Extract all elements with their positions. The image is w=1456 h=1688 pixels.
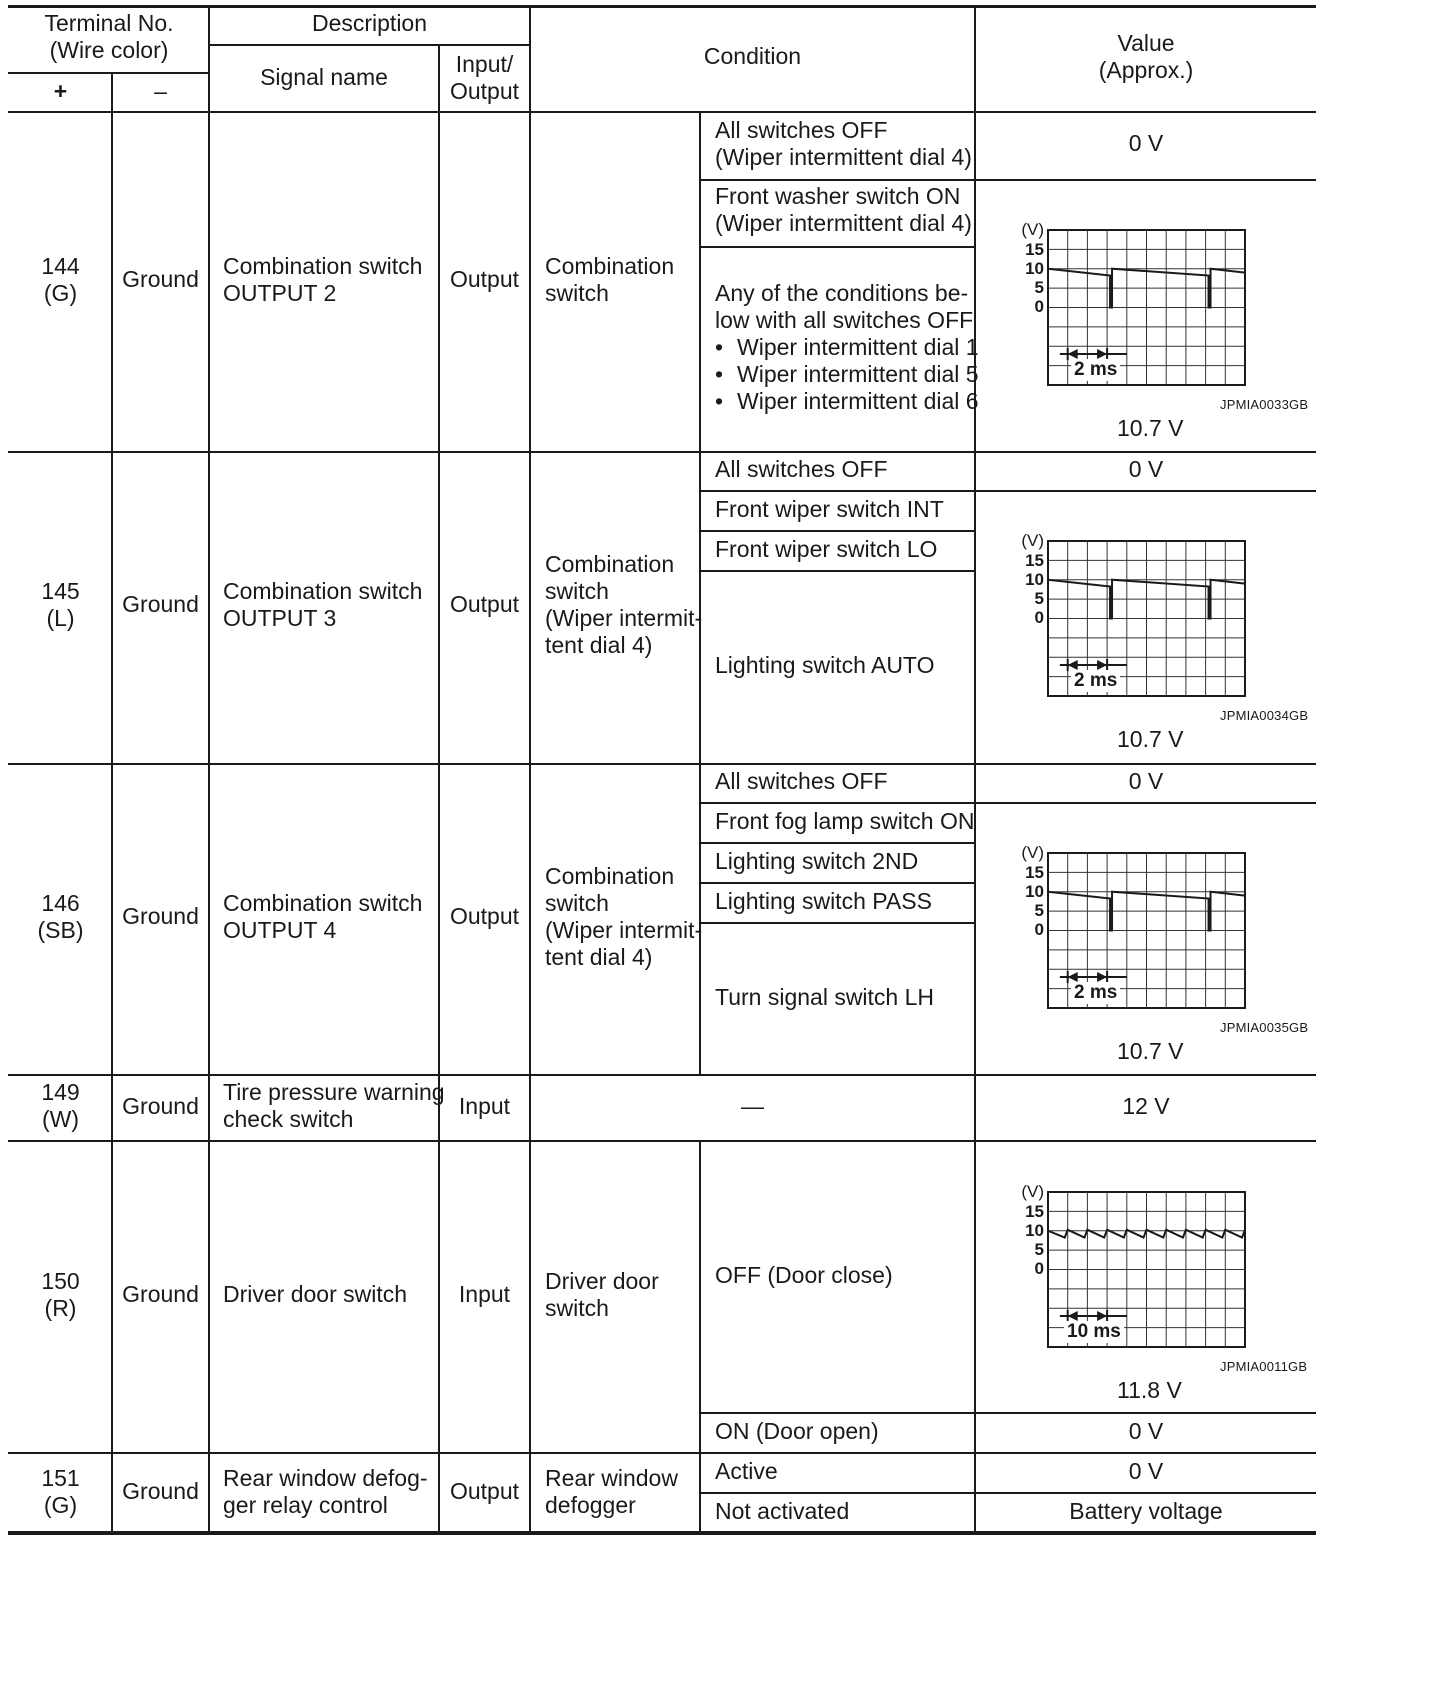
row-line <box>8 763 1316 765</box>
signal-name-line2: OUTPUT 4 <box>223 917 337 943</box>
input-output: Output <box>449 591 520 617</box>
condition-main-line2: switch <box>545 890 609 916</box>
row-line <box>700 922 975 924</box>
header-divider-terminal <box>8 72 209 74</box>
oscilloscope-waveform <box>1010 529 1310 752</box>
terminal-number: 146 <box>41 890 80 916</box>
condition-sub: Any of the conditions be- <box>715 280 969 306</box>
signal-name-line2: ger relay control <box>223 1492 388 1518</box>
header-signal-name: Signal name <box>260 64 388 90</box>
header-input-output-2: Output <box>449 78 520 104</box>
signal-name: Combination switch <box>223 890 423 916</box>
y-tick-label: 0 <box>1034 297 1044 316</box>
time-division-label: 2 ms <box>1071 359 1120 381</box>
condition-main: Combination <box>545 253 675 279</box>
y-tick-label: 0 <box>1034 608 1044 627</box>
col-line <box>208 5 210 1533</box>
signal-name: Combination switch <box>223 253 423 279</box>
value: 12 V <box>1122 1093 1170 1119</box>
condition-sub: Lighting switch 2ND <box>715 848 919 874</box>
condition-main-line3: (Wiper intermit- <box>545 605 703 631</box>
condition-sub: Lighting switch PASS <box>715 888 932 914</box>
row-line <box>700 882 975 884</box>
y-axis-unit: (V) <box>1021 531 1044 550</box>
wire-color: (G) <box>43 280 78 306</box>
time-division-label: 2 ms <box>1071 982 1120 1004</box>
condition-main: Combination <box>545 551 675 577</box>
condition-main-line4: tent dial 4) <box>545 632 653 658</box>
header-condition: Condition <box>703 43 802 69</box>
oscilloscope-waveform <box>1010 841 1310 1064</box>
ground-terminal: Ground <box>122 1093 199 1119</box>
condition-main: Driver door <box>545 1268 659 1294</box>
header-minus: – <box>154 78 167 104</box>
row-line <box>700 802 1316 804</box>
oscilloscope-waveform <box>1010 218 1310 441</box>
header-description: Description <box>311 10 428 36</box>
header-value-approx: (Approx.) <box>1098 57 1194 83</box>
value: 0 V <box>1128 1458 1164 1484</box>
condition-main-line2: switch <box>545 280 609 306</box>
waveform-reading: 10.7 V <box>1117 726 1184 752</box>
condition-main: Rear window <box>545 1465 678 1491</box>
ground-terminal: Ground <box>122 1281 199 1307</box>
condition-main-line2: switch <box>545 578 609 604</box>
y-tick-label: 10 <box>1025 882 1044 901</box>
signal-name: Rear window defog- <box>223 1465 428 1491</box>
y-tick-label: 15 <box>1025 1202 1044 1221</box>
col-line <box>699 1140 701 1533</box>
row-line <box>700 842 975 844</box>
condition-sub: All switches OFF <box>715 117 888 143</box>
col-line <box>529 5 531 1533</box>
value: Battery voltage <box>1069 1498 1223 1524</box>
header-bottom-border <box>8 111 1316 113</box>
condition-main-line2: switch <box>545 1295 609 1321</box>
wire-color: (W) <box>41 1106 80 1132</box>
wire-color: (R) <box>44 1295 77 1321</box>
signal-name-line2: OUTPUT 3 <box>223 605 337 631</box>
waveform-reading: 11.8 V <box>1117 1377 1182 1403</box>
value: 0 V <box>1128 456 1164 482</box>
row-line <box>700 490 1316 492</box>
header-wire-color: (Wire color) <box>49 37 169 63</box>
condition-main: Combination <box>545 863 675 889</box>
table-bottom-border <box>8 1531 1316 1535</box>
y-axis-unit: (V) <box>1021 1182 1044 1201</box>
signal-name: Tire pressure warning <box>223 1079 445 1105</box>
input-output: Output <box>449 1478 520 1504</box>
condition-sub-line2: low with all switches OFF <box>715 307 974 333</box>
row-line <box>8 451 1316 453</box>
ground-terminal: Ground <box>122 266 199 292</box>
table-top-border <box>8 5 1316 8</box>
row-line <box>700 179 1316 181</box>
condition-sub: ON (Door open) <box>715 1418 879 1444</box>
signal-name-line2: check switch <box>223 1106 354 1132</box>
figure-code: JPMIA0033GB <box>1220 397 1309 412</box>
y-tick-label: 0 <box>1034 1259 1044 1278</box>
condition-sub-line2: (Wiper intermittent dial 4) <box>715 144 972 170</box>
header-divider-description <box>209 44 530 46</box>
condition-main-line2: defogger <box>545 1492 636 1518</box>
value: 0 V <box>1128 1418 1164 1444</box>
condition-sub: Front fog lamp switch ON <box>715 808 975 834</box>
condition-sub: Active <box>715 1458 778 1484</box>
condition-main-line4: tent dial 4) <box>545 944 653 970</box>
condition-sub: Front wiper switch LO <box>715 536 938 562</box>
ground-terminal: Ground <box>122 591 199 617</box>
header-value: Value <box>1117 30 1175 56</box>
ground-terminal: Ground <box>122 903 199 929</box>
condition-sub: All switches OFF <box>715 456 888 482</box>
terminal-number: 144 <box>41 253 80 279</box>
oscilloscope-waveform <box>1010 1180 1310 1403</box>
y-tick-label: 15 <box>1025 240 1044 259</box>
ground-terminal: Ground <box>122 1478 199 1504</box>
value: 0 V <box>1128 130 1164 156</box>
condition-sub: Turn signal switch LH <box>715 984 935 1010</box>
condition-bullet-item: Wiper intermittent dial 6 <box>737 388 979 414</box>
input-output: Output <box>449 903 520 929</box>
y-axis-unit: (V) <box>1021 220 1044 239</box>
waveform-reading: 10.7 V <box>1117 1038 1184 1064</box>
condition-sub: Front washer switch ON <box>715 183 961 209</box>
terminal-number: 145 <box>41 578 80 604</box>
condition-sub: OFF (Door close) <box>715 1262 893 1288</box>
condition-none: — <box>741 1093 764 1119</box>
condition-sub: All switches OFF <box>715 768 888 794</box>
input-output: Input <box>458 1281 511 1307</box>
terminal-number: 150 <box>41 1268 80 1294</box>
row-line <box>8 1140 1316 1142</box>
row-line <box>700 1492 1316 1494</box>
y-tick-label: 5 <box>1034 1240 1044 1259</box>
condition-sub-line2: (Wiper intermittent dial 4) <box>715 210 972 236</box>
y-tick-label: 10 <box>1025 1221 1044 1240</box>
wire-color: (L) <box>46 605 75 631</box>
value: 0 V <box>1128 768 1164 794</box>
figure-code: JPMIA0011GB <box>1220 1359 1308 1374</box>
header-plus: + <box>53 78 68 104</box>
bullet: • <box>715 388 724 414</box>
wire-color: (SB) <box>37 917 84 943</box>
input-output: Output <box>449 266 520 292</box>
signal-name: Combination switch <box>223 578 423 604</box>
row-line <box>700 570 975 572</box>
y-tick-label: 5 <box>1034 589 1044 608</box>
condition-main-line3: (Wiper intermit- <box>545 917 703 943</box>
y-tick-label: 15 <box>1025 551 1044 570</box>
wire-color: (G) <box>43 1492 78 1518</box>
condition-bullet-item: Wiper intermittent dial 1 <box>737 334 979 360</box>
y-tick-label: 10 <box>1025 570 1044 589</box>
y-tick-label: 0 <box>1034 920 1044 939</box>
terminal-number: 151 <box>41 1465 80 1491</box>
terminal-number: 149 <box>41 1079 80 1105</box>
row-line <box>700 530 975 532</box>
signal-name-line2: OUTPUT 2 <box>223 280 337 306</box>
header-terminal-no: Terminal No. <box>44 10 174 36</box>
condition-bullet-item: Wiper intermittent dial 5 <box>737 361 979 387</box>
figure-code: JPMIA0035GB <box>1220 1020 1309 1035</box>
row-line <box>700 246 975 248</box>
bullet: • <box>715 361 724 387</box>
condition-sub: Not activated <box>715 1498 850 1524</box>
row-line <box>8 1074 1316 1076</box>
header-input-output: Input/ <box>455 51 514 77</box>
y-tick-label: 15 <box>1025 863 1044 882</box>
signal-name: Driver door switch <box>223 1281 408 1307</box>
bullet: • <box>715 334 724 360</box>
y-tick-label: 10 <box>1025 259 1044 278</box>
time-division-label: 10 ms <box>1064 1321 1124 1343</box>
condition-sub: Lighting switch AUTO <box>715 652 935 678</box>
y-tick-label: 5 <box>1034 278 1044 297</box>
y-tick-label: 5 <box>1034 901 1044 920</box>
input-output: Input <box>458 1093 511 1119</box>
condition-sub: Front wiper switch INT <box>715 496 944 522</box>
y-axis-unit: (V) <box>1021 843 1044 862</box>
time-division-label: 2 ms <box>1071 670 1120 692</box>
row-line <box>8 1452 1316 1454</box>
row-line <box>700 1412 1316 1414</box>
figure-code: JPMIA0034GB <box>1220 708 1309 723</box>
waveform-reading: 10.7 V <box>1117 415 1184 441</box>
